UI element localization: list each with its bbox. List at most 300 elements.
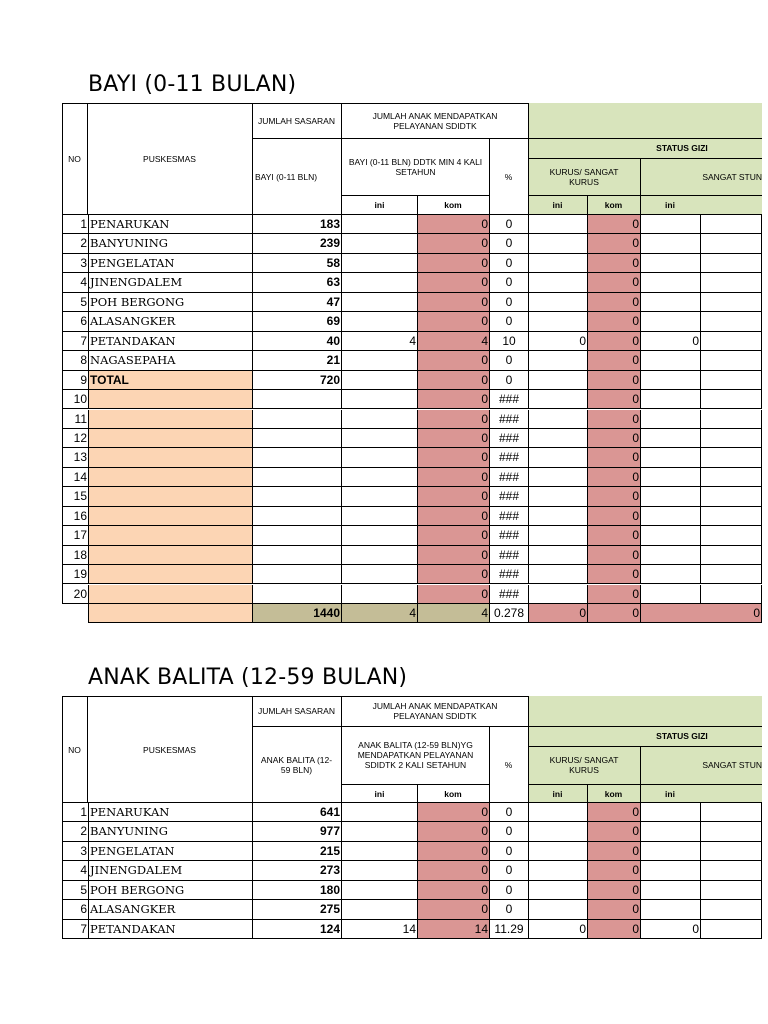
header-jumlah-anak: JUMLAH ANAK MENDAPATKAN PELAYANAN SDIDTK [372, 110, 498, 131]
ini-value [342, 410, 418, 429]
kom-value: 0 [418, 429, 490, 448]
sangat-ini-value [641, 293, 701, 312]
gizi-kom-value: 0 [588, 526, 641, 545]
sangat-kom-value [701, 215, 762, 234]
footer-sangat-ini: 0 [641, 604, 762, 623]
percent-value: ### [490, 390, 529, 409]
percent-value: 0 [490, 822, 529, 841]
gizi-kom-value: 0 [588, 293, 641, 312]
ini-value [342, 429, 418, 448]
gizi-ini-value [529, 273, 588, 292]
table-row [62, 429, 762, 448]
kom-value: 0 [418, 215, 490, 234]
header-status-gizi: STATUS GIZI [656, 143, 708, 153]
kom-value: 0 [418, 842, 490, 861]
jumlah-sasaran-value [253, 565, 342, 584]
percent-value: 0 [490, 803, 529, 822]
jumlah-sasaran-value [253, 410, 342, 429]
sangat-ini-value [641, 351, 701, 370]
sangat-kom-value [701, 526, 762, 545]
ini-value [342, 312, 418, 331]
header-percent: % [504, 171, 513, 182]
gizi-kom-value: 0 [588, 390, 641, 409]
kom-value: 0 [418, 410, 490, 429]
gizi-ini-value [529, 900, 588, 919]
percent-value: 0 [490, 371, 529, 390]
percent-value: ### [490, 429, 529, 448]
jumlah-sasaran-value: 21 [253, 351, 342, 370]
jumlah-sasaran-value: 63 [253, 273, 342, 292]
jumlah-sasaran-value: 720 [253, 371, 342, 390]
row-number: 6 [62, 900, 88, 919]
table-row [62, 487, 762, 506]
row-number: 8 [62, 351, 88, 370]
row-number: 15 [62, 487, 88, 506]
puskesmas-name [88, 410, 253, 429]
puskesmas-name [88, 487, 253, 506]
table-row [62, 546, 762, 565]
gizi-kom-value: 0 [588, 842, 641, 861]
jumlah-sasaran-value: 40 [253, 332, 342, 351]
gizi-kom-value: 0 [588, 234, 641, 253]
ini-value [342, 803, 418, 822]
section1-table [62, 103, 762, 623]
header-no: NO [68, 154, 81, 164]
sangat-ini-value [641, 900, 701, 919]
gizi-kom-value: 0 [588, 861, 641, 880]
table-row [62, 390, 762, 409]
table-row [62, 312, 762, 331]
kom-value: 0 [418, 803, 490, 822]
jumlah-sasaran-value: 273 [253, 861, 342, 880]
row-number: 7 [62, 920, 88, 939]
gizi-kom-value: 0 [588, 215, 641, 234]
ini-value [342, 371, 418, 390]
gizi-ini-value [529, 565, 588, 584]
sangat-ini-value [641, 273, 701, 292]
gizi-ini-value [529, 254, 588, 273]
puskesmas-name: PENGELATAN [88, 254, 253, 273]
kom-value: 0 [418, 487, 490, 506]
gizi-kom-value: 0 [588, 822, 641, 841]
kom-value: 14 [418, 920, 490, 939]
ini-value [342, 468, 418, 487]
percent-value: 0 [490, 254, 529, 273]
gizi-kom-value: 0 [588, 507, 641, 526]
percent-value: ### [490, 507, 529, 526]
puskesmas-name [88, 448, 253, 467]
sangat-kom-value [701, 410, 762, 429]
table-row [62, 215, 762, 234]
ini-value [342, 390, 418, 409]
ini-value [342, 507, 418, 526]
sangat-kom-value [701, 371, 762, 390]
puskesmas-name: BANYUNING [88, 822, 253, 841]
row-number: 16 [62, 507, 88, 526]
kom-value: 0 [418, 546, 490, 565]
sangat-ini-value [641, 822, 701, 841]
footer-ini: 4 [342, 604, 418, 623]
sangat-kom-value [701, 920, 762, 939]
header-gizi-ini: ini [552, 200, 563, 210]
header-jumlah-sasaran: JUMLAH SASARAN [258, 706, 335, 716]
ini-value [342, 215, 418, 234]
jumlah-sasaran-value: 641 [253, 803, 342, 822]
gizi-kom-value: 0 [588, 273, 641, 292]
sangat-ini-value [641, 861, 701, 880]
gizi-kom-value: 0 [588, 920, 641, 939]
kom-value: 0 [418, 254, 490, 273]
sangat-ini-value [641, 234, 701, 253]
sangat-kom-value [701, 842, 762, 861]
sangat-ini-value [641, 468, 701, 487]
table-row [62, 254, 762, 273]
row-number: 5 [62, 881, 88, 900]
percent-value: 0 [490, 215, 529, 234]
ini-value [342, 546, 418, 565]
sangat-kom-value [701, 351, 762, 370]
percent-value: 0 [490, 351, 529, 370]
table-total-row [62, 604, 762, 623]
kom-value: 0 [418, 900, 490, 919]
percent-value: 0 [490, 273, 529, 292]
sangat-kom-value [701, 487, 762, 506]
gizi-kom-value: 0 [588, 487, 641, 506]
puskesmas-name [88, 468, 253, 487]
jumlah-sasaran-value [253, 468, 342, 487]
percent-value: 11.29 [490, 920, 529, 939]
header-sangat: SANGAT STUN [702, 171, 762, 182]
table-row [62, 565, 762, 584]
ini-value [342, 881, 418, 900]
section2-table [62, 696, 762, 946]
sangat-ini-value [641, 429, 701, 448]
row-number: 19 [62, 565, 88, 584]
table-row [62, 803, 762, 822]
gizi-ini-value: 0 [529, 332, 588, 351]
sangat-kom-value [701, 429, 762, 448]
row-number: 1 [62, 215, 88, 234]
puskesmas-name: PENARUKAN [88, 215, 253, 234]
kom-value: 0 [418, 881, 490, 900]
jumlah-sasaran-value: 69 [253, 312, 342, 331]
ini-value [342, 526, 418, 545]
percent-value: 0 [490, 842, 529, 861]
row-number: 5 [62, 293, 88, 312]
table-row [62, 351, 762, 370]
kom-value: 0 [418, 312, 490, 331]
kom-value: 0 [418, 293, 490, 312]
table-row [62, 861, 762, 880]
header-ddtk: BAYI (0-11 BLN) DDTK MIN 4 KALI SETAHUN [348, 156, 483, 177]
table-row [62, 900, 762, 919]
jumlah-sasaran-value [253, 448, 342, 467]
percent-value: ### [490, 565, 529, 584]
ini-value [342, 861, 418, 880]
header-kom: kom [444, 200, 462, 210]
sangat-kom-value [701, 293, 762, 312]
header-sasaran-sub: ANAK BALITA (12-59 BLN) [260, 754, 333, 775]
gizi-ini-value [529, 861, 588, 880]
sangat-ini-value [641, 507, 701, 526]
gizi-kom-value: 0 [588, 448, 641, 467]
header-jumlah-anak: JUMLAH ANAK MENDAPATKAN PELAYANAN SDIDTK [372, 701, 498, 721]
footer-label [88, 604, 253, 623]
gizi-ini-value [529, 429, 588, 448]
puskesmas-name: ALASANGKER [88, 900, 253, 919]
table-row [62, 448, 762, 467]
sangat-kom-value [701, 546, 762, 565]
row-number: 12 [62, 429, 88, 448]
row-number: 6 [62, 312, 88, 331]
percent-value: ### [490, 585, 529, 604]
footer-gizi-ini: 0 [529, 604, 588, 623]
ini-value [342, 822, 418, 841]
sangat-ini-value: 0 [641, 920, 701, 939]
percent-value: 0 [490, 881, 529, 900]
puskesmas-name: PETANDAKAN [88, 920, 253, 939]
sangat-kom-value [701, 822, 762, 841]
sangat-ini-value [641, 390, 701, 409]
gizi-kom-value: 0 [588, 429, 641, 448]
ini-value [342, 351, 418, 370]
row-number: 2 [62, 234, 88, 253]
row-number: 14 [62, 468, 88, 487]
gizi-kom-value: 0 [588, 312, 641, 331]
sangat-ini-value [641, 448, 701, 467]
row-number: 10 [62, 390, 88, 409]
jumlah-sasaran-value: 47 [253, 293, 342, 312]
table-row [62, 507, 762, 526]
jumlah-sasaran-value: 180 [253, 881, 342, 900]
jumlah-sasaran-value: 239 [253, 234, 342, 253]
table-row [62, 371, 762, 390]
header-ini: ini [374, 788, 385, 799]
table-row [62, 920, 762, 939]
kom-value: 0 [418, 565, 490, 584]
kom-value: 0 [418, 351, 490, 370]
gizi-ini-value [529, 546, 588, 565]
puskesmas-name [88, 585, 253, 604]
header-ini: ini [374, 200, 385, 210]
sangat-ini-value: 0 [641, 332, 701, 351]
puskesmas-name [88, 390, 253, 409]
percent-value: ### [490, 487, 529, 506]
gizi-ini-value [529, 881, 588, 900]
gizi-ini-value [529, 351, 588, 370]
ini-value: 14 [342, 920, 418, 939]
gizi-ini-value [529, 803, 588, 822]
header-kurus: KURUS/ SANGAT KURUS [549, 166, 619, 187]
jumlah-sasaran-value: 124 [253, 920, 342, 939]
jumlah-sasaran-value: 58 [253, 254, 342, 273]
puskesmas-name: PETANDAKAN [88, 332, 253, 351]
table-row [62, 410, 762, 429]
kom-value: 0 [418, 371, 490, 390]
sangat-ini-value [641, 526, 701, 545]
kom-value: 0 [418, 822, 490, 841]
jumlah-sasaran-value: 275 [253, 900, 342, 919]
percent-value: ### [490, 410, 529, 429]
jumlah-sasaran-value [253, 429, 342, 448]
sangat-ini-value [641, 881, 701, 900]
sangat-ini-value [641, 546, 701, 565]
sangat-ini-value [641, 803, 701, 822]
ini-value: 4 [342, 332, 418, 351]
puskesmas-name: PENGELATAN [88, 842, 253, 861]
header-sasaran-sub: BAYI (0-11 BLN) [255, 171, 318, 182]
percent-value: ### [490, 468, 529, 487]
percent-value: 10 [490, 332, 529, 351]
row-number: 7 [62, 332, 88, 351]
percent-value: ### [490, 546, 529, 565]
kom-value: 0 [418, 448, 490, 467]
row-number: 13 [62, 448, 88, 467]
header-sangat: SANGAT STUN [702, 760, 762, 770]
gizi-ini-value [529, 234, 588, 253]
row-number: 4 [62, 861, 88, 880]
gizi-ini-value [529, 215, 588, 234]
percent-value: 0 [490, 861, 529, 880]
kom-value: 0 [418, 507, 490, 526]
ini-value [342, 585, 418, 604]
puskesmas-name: JINENGDALEM [88, 861, 253, 880]
footer-kom: 4 [418, 604, 490, 623]
gizi-kom-value: 0 [588, 332, 641, 351]
table-row [62, 332, 762, 351]
kom-value: 0 [418, 390, 490, 409]
header-percent: % [504, 759, 513, 770]
sangat-kom-value [701, 585, 762, 604]
gizi-ini-value [529, 507, 588, 526]
percent-value: 0 [490, 900, 529, 919]
row-number: 11 [62, 410, 88, 429]
table-row [62, 526, 762, 545]
header-gizi-kom: kom [604, 200, 623, 210]
sangat-kom-value [701, 881, 762, 900]
puskesmas-name [88, 507, 253, 526]
gizi-ini-value [529, 526, 588, 545]
kom-value: 0 [418, 526, 490, 545]
table-row [62, 273, 762, 292]
header-gizi-kom: kom [604, 788, 623, 799]
kom-value: 0 [418, 234, 490, 253]
percent-value: 0 [490, 293, 529, 312]
gizi-ini-value [529, 312, 588, 331]
gizi-kom-value: 0 [588, 371, 641, 390]
ini-value [342, 273, 418, 292]
gizi-ini-value: 0 [529, 920, 588, 939]
jumlah-sasaran-value: 183 [253, 215, 342, 234]
sangat-ini-value [641, 312, 701, 331]
jumlah-sasaran-value: 977 [253, 822, 342, 841]
sangat-kom-value [701, 273, 762, 292]
sangat-kom-value [701, 507, 762, 526]
kom-value: 0 [418, 273, 490, 292]
row-number: 4 [62, 273, 88, 292]
sangat-kom-value [701, 468, 762, 487]
gizi-kom-value: 0 [588, 254, 641, 273]
row-number: 3 [62, 842, 88, 861]
gizi-kom-value: 0 [588, 410, 641, 429]
row-number: 20 [62, 585, 88, 604]
sangat-kom-value [701, 803, 762, 822]
gizi-ini-value [529, 585, 588, 604]
sangat-ini-value [641, 254, 701, 273]
header-ddtk: ANAK BALITA (12-59 BLN)YG MENDAPATKAN PELAYANAN SDIDTK 2 KALI SETAHUN [357, 740, 474, 770]
header-sangat-ini: ini [665, 788, 675, 799]
sangat-kom-value [701, 234, 762, 253]
kom-value: 0 [418, 861, 490, 880]
row-number: 1 [62, 803, 88, 822]
gizi-ini-value [529, 448, 588, 467]
gizi-kom-value: 0 [588, 585, 641, 604]
puskesmas-name [88, 565, 253, 584]
section2-title: ANAK BALITA (12-59 BULAN) [88, 665, 408, 690]
sangat-ini-value [641, 410, 701, 429]
puskesmas-name: PENARUKAN [88, 803, 253, 822]
gizi-ini-value [529, 293, 588, 312]
gizi-ini-value [529, 390, 588, 409]
gizi-ini-value [529, 487, 588, 506]
sangat-ini-value [641, 585, 701, 604]
sangat-ini-value [641, 565, 701, 584]
header-no: NO [68, 744, 81, 755]
gizi-ini-value [529, 468, 588, 487]
ini-value [342, 293, 418, 312]
header-puskesmas: PUSKESMAS [143, 744, 196, 755]
puskesmas-name: POH BERGONG [88, 881, 253, 900]
ini-value [342, 842, 418, 861]
percent-value: 0 [490, 234, 529, 253]
percent-value: ### [490, 448, 529, 467]
percent-value: 0 [490, 312, 529, 331]
table-row [62, 585, 762, 604]
header-kom: kom [444, 788, 462, 799]
sangat-ini-value [641, 215, 701, 234]
header-gizi-ini: ini [552, 788, 563, 799]
section1-title: BAYI (0-11 BULAN) [88, 72, 297, 97]
gizi-ini-value [529, 842, 588, 861]
table-row [62, 822, 762, 841]
table-row [62, 293, 762, 312]
gizi-kom-value: 0 [588, 803, 641, 822]
gizi-kom-value: 0 [588, 900, 641, 919]
row-number: 3 [62, 254, 88, 273]
ini-value [342, 565, 418, 584]
kom-value: 0 [418, 585, 490, 604]
jumlah-sasaran-value [253, 546, 342, 565]
row-number: 2 [62, 822, 88, 841]
header-kurus: KURUS/ SANGAT KURUS [549, 755, 619, 775]
sangat-kom-value [701, 312, 762, 331]
jumlah-sasaran-value [253, 526, 342, 545]
jumlah-sasaran-value [253, 390, 342, 409]
sangat-ini-value [641, 487, 701, 506]
header-status-gizi: STATUS GIZI [656, 731, 708, 741]
ini-value [342, 254, 418, 273]
puskesmas-name [88, 546, 253, 565]
kom-value: 4 [418, 332, 490, 351]
gizi-ini-value [529, 371, 588, 390]
ini-value [342, 900, 418, 919]
puskesmas-name: JINENGDALEM [88, 273, 253, 292]
footer-percent: 0.278 [490, 604, 529, 623]
gizi-kom-value: 0 [588, 351, 641, 370]
puskesmas-name: TOTAL [88, 371, 253, 390]
footer-gizi-kom: 0 [588, 604, 641, 623]
ini-value [342, 448, 418, 467]
